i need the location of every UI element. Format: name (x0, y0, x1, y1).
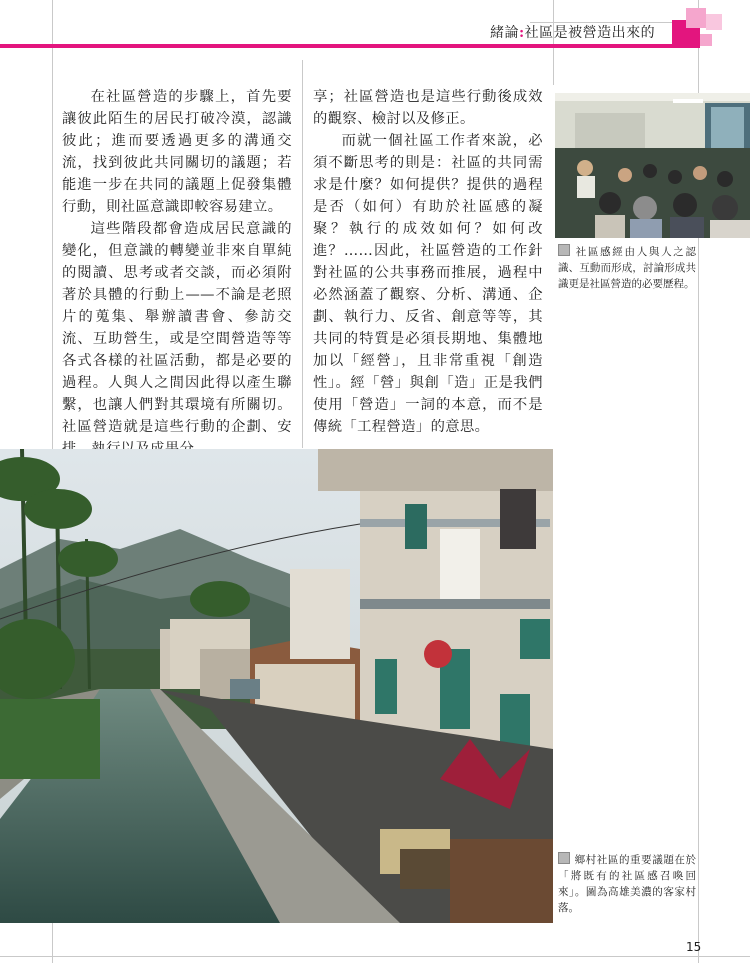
footer-rule (0, 956, 750, 957)
column-divider (302, 60, 303, 448)
caption-marker-icon (558, 244, 570, 256)
caption-text: 社區感經由人與人之認識、互動而形成，討論形成共識更是社區營造的必要歷程。 (558, 246, 696, 290)
header-title-part2: 社區是被營造出來的 (524, 25, 656, 41)
header-separator: : (519, 25, 525, 41)
decor-square-pale (706, 14, 722, 30)
body-column-1 (62, 86, 292, 460)
village-photo (0, 449, 553, 923)
village-photo-caption (558, 852, 696, 916)
caption-text: 鄉村社區的重要議題在於「將既有的社區感召喚回來」。圖為高雄美濃的客家村落。 (558, 854, 696, 914)
decor-square-small (700, 34, 712, 46)
running-header (490, 22, 662, 42)
paragraph: 這些階段都會造成居民意識的變化，但意識的轉變並非來自單純的閱讀、思考或者交談，而必須附著於具體的行動上——不論是老照片的蒐集、舉辦讀書會、參訪交流、互助營生，或是空間營造等等各式各樣的社區活動，都是必要的過程。人與人之間因此得以產生聯繫，也讓人們對其環境有所關切。社區營造就是這些行動的企劃、安 (62, 221, 292, 435)
page-number: 15 (686, 940, 702, 954)
meeting-photo (555, 93, 750, 238)
decor-square-light (686, 8, 706, 28)
paragraph: 享；社區營造也是這些行動後成效的觀察、檢討以及修正。 (313, 89, 543, 127)
header-rule (0, 44, 700, 48)
caption-marker-icon (558, 852, 570, 864)
paragraph: 而就一個社區工作者來說，必須不斷思考的則是：社區的共同需求是什麼？如何提供？提供的過程是否（如何）有助於社區感的凝聚？執行的成效如何？如何改進？……因此，社區營造的工作針對社區的公共事務而推展，過程中必然涵蓋了觀察、分析、溝通、企劃、執行力、反省、創意等等，其共同的特質是必須長期地、集體地加以「經營」，且非常重視「創造性」。經「營」與創「造」正是我們使用「營造」一詞的本意，而不是傳統「工程營造」的意思。 (313, 133, 543, 435)
paragraph: 在社區營造的步驟上，首先要讓彼此陌生的居民打破冷漠，認識彼此；進而要透過更多的溝通交流，找到彼此共同關切的議題；若能進一步在共同的議題上促發集體行動，則社區意識即較容易建立。 (62, 89, 292, 215)
header-title-part1: 緒論 (490, 25, 519, 41)
meeting-illustration (555, 93, 750, 238)
meeting-photo-caption (558, 244, 696, 292)
gutter-guide (553, 0, 554, 85)
village-canal-illustration (0, 449, 553, 923)
body-column-2 (313, 86, 543, 438)
